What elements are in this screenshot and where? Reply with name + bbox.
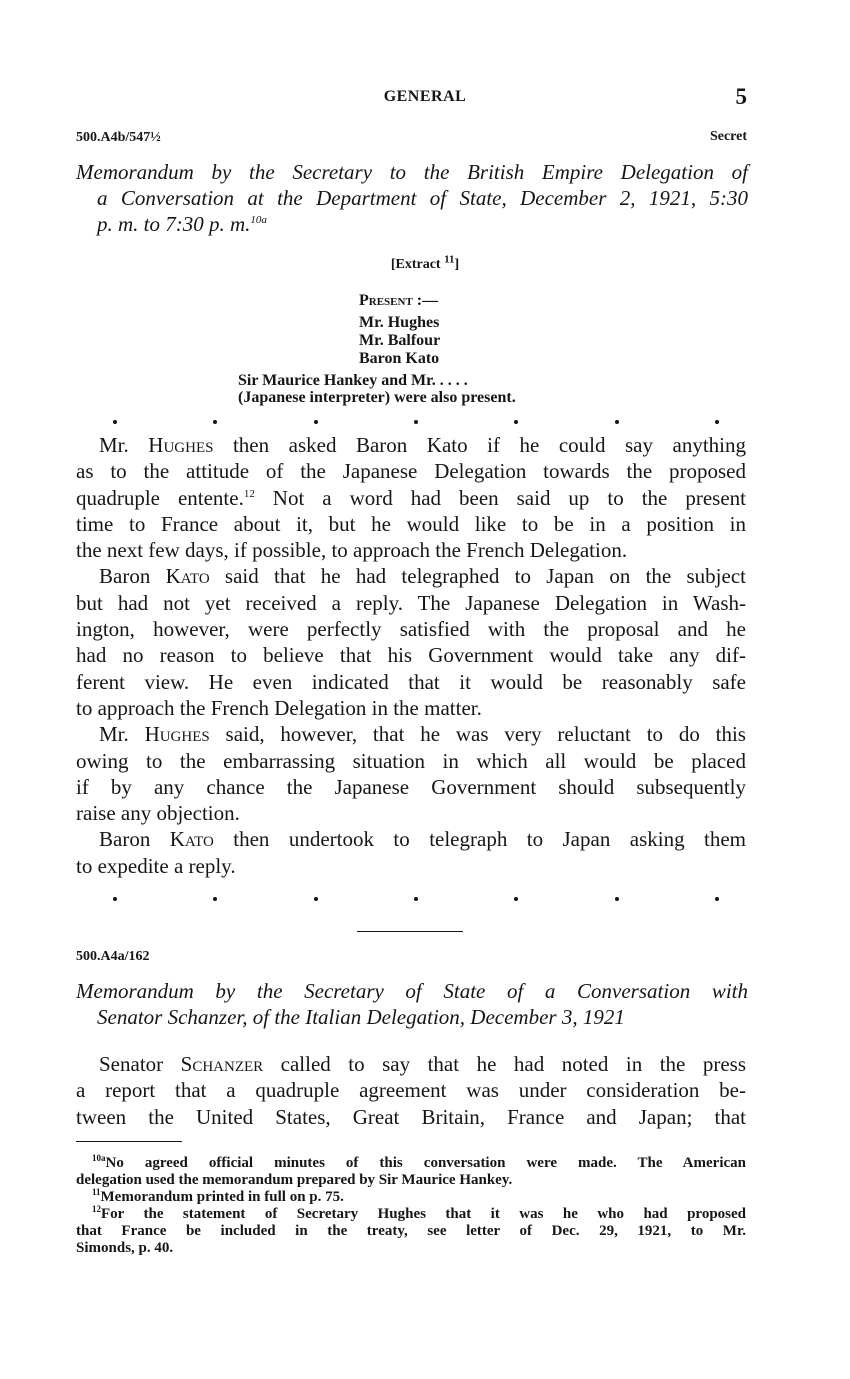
file-number: 500.A4b/547½	[76, 130, 161, 145]
memo-title-line: Memorandum by the Secretary to the British Empire Delegation of	[76, 160, 748, 184]
memo-body	[76, 432, 746, 879]
footnote-ref: 11	[444, 253, 455, 266]
extract-text: [Extract	[390, 257, 441, 272]
section-divider	[357, 931, 463, 932]
present-heading: Present :—	[359, 292, 439, 309]
text-line: Baron Kato then undertook to telegraph to Japan asking them	[99, 827, 747, 852]
extract-label	[0, 253, 850, 273]
attendance-note	[238, 372, 516, 406]
text-line: Mr. Hughes then asked Baron Kato if he could say anything	[99, 433, 746, 457]
text-line: to expedite a reply.	[76, 853, 236, 878]
text-line: Senator Schanzer called to say that he had noted in the press	[99, 1052, 746, 1076]
memo-title	[76, 159, 748, 237]
text-line: ington, however, were perfectly satisfied with the proposal and he	[76, 617, 746, 642]
text-line: a report that a quadruple agreement was under consideration be-	[76, 1078, 746, 1103]
extract-close: ]	[454, 257, 460, 272]
ellipsis-dots	[76, 897, 756, 901]
text-line: time to France about it, but he would like to be in a position in	[76, 511, 746, 536]
footnote-line: $^{11}$Memorandum printed in full on p. 75.	[92, 1187, 344, 1205]
present-name: Mr. Hughes	[359, 314, 440, 331]
text-line: raise any objection.	[76, 801, 240, 826]
footnote-line: $^{12}$For the statement of Secretary Hughes that it was he who had proposed	[92, 1204, 746, 1222]
text-line: if by any chance the Japanese Government should subsequently	[76, 774, 746, 799]
footnote-ref: 10a	[250, 214, 267, 226]
text-line: but had not yet received a reply. The Japanese Delegation in Wash-	[76, 590, 746, 615]
file-number: 500.A4a/162	[76, 949, 150, 964]
text-line: had no reason to believe that his Government would take any dif-	[76, 643, 746, 668]
memo-title	[76, 978, 748, 1030]
text-line: to approach the French Delegation in the matter.	[76, 695, 482, 720]
footnote-line: that France be included in the treaty, see letter of Dec. 29, 1921, to Mr.	[76, 1223, 746, 1239]
memo-title-line: Senator Schanzer, of the Italian Delegation, December 3, 1921	[97, 1005, 625, 1029]
memo-body	[76, 1051, 746, 1130]
attendance-line: (Japanese interpreter) were also present.	[238, 389, 516, 406]
text-line: Baron Kato said that he had telegraphed to Japan on the subject	[99, 564, 746, 589]
memo-title-line	[76, 211, 748, 237]
present-name: Mr. Balfour	[359, 332, 441, 349]
text-line: owing to the embarrassing situation in which all would be placed	[76, 748, 746, 773]
text-line: tween the United States, Great Britain, France and Japan; that	[76, 1104, 746, 1129]
text-line: the next few days, if possible, to approach the French Delegation.	[76, 538, 628, 563]
memo-title-line: Memorandum by the Secretary of State of a Conversation with	[76, 979, 748, 1003]
present-list	[359, 292, 440, 368]
attendance-line: Sir Maurice Hankey and Mr. . . . .	[238, 372, 468, 389]
ellipsis-dots	[76, 420, 756, 424]
memo-title-line: a Conversation at the Department of State, December 2, 1921, 5:30	[97, 186, 748, 210]
footnote-line: $^{10a}$No agreed official minutes of this conversation were made. The American	[92, 1153, 746, 1171]
present-name: Baron Kato	[359, 350, 440, 367]
running-head: GENERAL	[383, 88, 467, 105]
text-line: Mr. Hughes said, however, that he was very reluctant to do this	[99, 722, 746, 747]
text-line: ferent view. He even indicated that it would be reasonably safe	[76, 669, 746, 694]
footnotes	[76, 1155, 746, 1257]
text-line: quadruple entente.$^{12}$ Not a word had been said up to the present	[76, 485, 746, 510]
classification-label: Secret	[709, 129, 747, 144]
footnote-ref: 12	[243, 487, 255, 500]
footnote-line: delegation used the memorandum prepared by Sir Maurice Hankey.	[76, 1172, 513, 1188]
footnote-divider	[76, 1141, 182, 1142]
page-number: 5	[735, 84, 747, 109]
memo-title-text: p. m. to 7:30 p. m.	[97, 212, 251, 236]
text-line: as to the attitude of the Japanese Delegation towards the proposed	[76, 459, 746, 484]
footnote-line: Simonds, p. 40.	[76, 1240, 174, 1256]
